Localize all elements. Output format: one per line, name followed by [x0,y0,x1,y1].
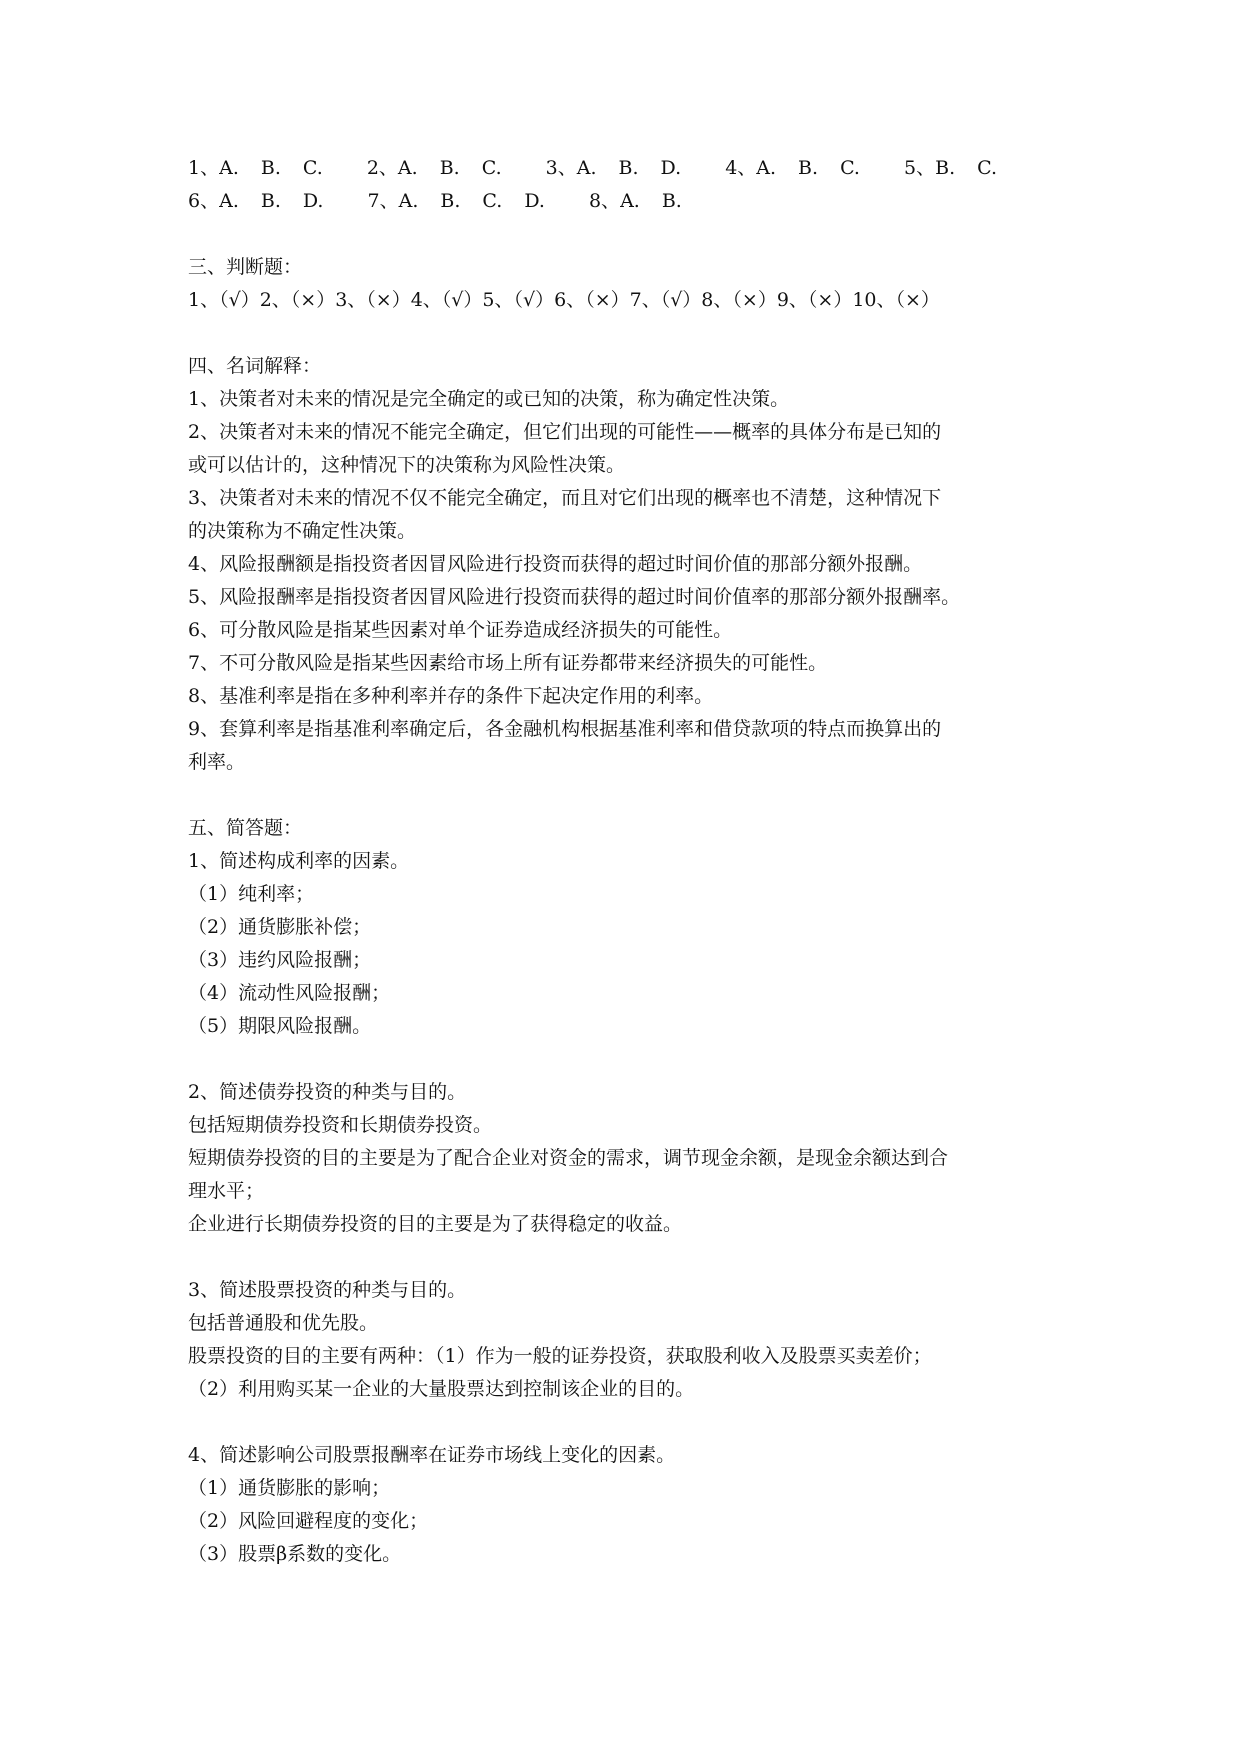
answer-line: （2）风险回避程度的变化； [188,1510,429,1532]
mcq-answer-7: 7、A. B. C. D. [367,190,545,212]
mcq-answers-row-2 [188,185,1068,218]
mcq-answer-4: 4、A. B. C. [725,157,860,179]
mcq-answer-6: 6、A. B. D. [188,190,324,212]
answer-line: 包括短期债券投资和长期债券投资。 [188,1114,493,1136]
terms-line: 8、基准利率是指在多种利率并存的条件下起决定作用的利率。 [188,685,714,707]
question-1: 1、简述构成利率的因素。 [188,850,410,872]
mcq-answer-1: 1、A. B. C. [188,157,323,179]
answer-line: （3）违约风险报酬； [188,949,372,971]
mcq-answer-2: 2、A. B. C. [366,157,502,179]
mcq-answers-row-1 [188,152,1068,185]
answer-line: （2）通货膨胀补偿； [188,916,372,938]
terms-line: 的决策称为不确定性决策。 [188,520,417,542]
answer-line: 包括普通股和优先股。 [188,1312,379,1334]
answer-line: 短期债券投资的目的主要是为了配合企业对资金的需求，调节现金余额，是现金余额达到合 [188,1147,949,1169]
terms-line: 利率。 [188,751,246,773]
terms-line: 6、可分散风险是指某些因素对单个证券造成经济损失的可能性。 [188,619,733,641]
answer-line: 股票投资的目的主要有两种：（1）作为一般的证券投资，获取股利收入及股票买卖差价； [188,1345,932,1367]
short-answers-section-title: 五、简答题： [188,817,303,839]
question-2: 2、简述债券投资的种类与目的。 [188,1081,467,1103]
judgement-answers: 1、（√）2、（×）3、（×）4、（√）5、（√）6、（×）7、（√）8、（×）9、（×）10、（×） [188,289,940,311]
terms-section-title: 四、名词解释： [188,355,322,377]
mcq-answer-3: 3、A. B. D. [545,157,682,179]
terms-line: 4、风险报酬额是指投资者因冒风险进行投资而获得的超过时间价值的那部分额外报酬。 [188,553,923,575]
question-4: 4、简述影响公司股票报酬率在证券市场线上变化的因素。 [188,1444,676,1466]
terms-line: 3、决策者对未来的情况不仅不能完全确定，而且对它们出现的概率也不清楚，这种情况下 [188,487,942,509]
terms-line: 或可以估计的，这种情况下的决策称为风险性决策。 [188,454,626,476]
question-3: 3、简述股票投资的种类与目的。 [188,1279,467,1301]
terms-line: 9、套算利率是指基准利率确定后，各金融机构根据基准利率和借贷款项的特点而换算出的 [188,718,942,740]
terms-line: 1、决策者对未来的情况是完全确定的或已知的决策，称为确定性决策。 [188,388,790,410]
judgement-section-title: 三、判断题： [188,256,303,278]
document-page [188,152,1068,1571]
terms-line: 5、风险报酬率是指投资者因冒风险进行投资而获得的超过时间价值率的那部分额外报酬率。 [188,586,961,608]
answer-line: （5）期限风险报酬。 [188,1015,372,1037]
answer-line: （1）纯利率； [188,883,315,905]
answer-line: （3）股票β系数的变化。 [188,1543,402,1565]
mcq-answer-5: 5、B. C. [904,157,998,179]
terms-line: 2、决策者对未来的情况不能完全确定，但它们出现的可能性——概率的具体分布是已知的 [188,421,942,443]
answer-line: 理水平； [188,1180,265,1202]
answer-line: 企业进行长期债券投资的目的主要是为了获得稳定的收益。 [188,1213,683,1235]
answer-line: （4）流动性风险报酬； [188,982,391,1004]
answer-line: （1）通货膨胀的影响； [188,1477,391,1499]
terms-line: 7、不可分散风险是指某些因素给市场上所有证券都带来经济损失的可能性。 [188,652,828,674]
answer-line: （2）利用购买某一企业的大量股票达到控制该企业的目的。 [188,1378,695,1400]
mcq-answer-8: 8、A. B. [588,190,682,212]
